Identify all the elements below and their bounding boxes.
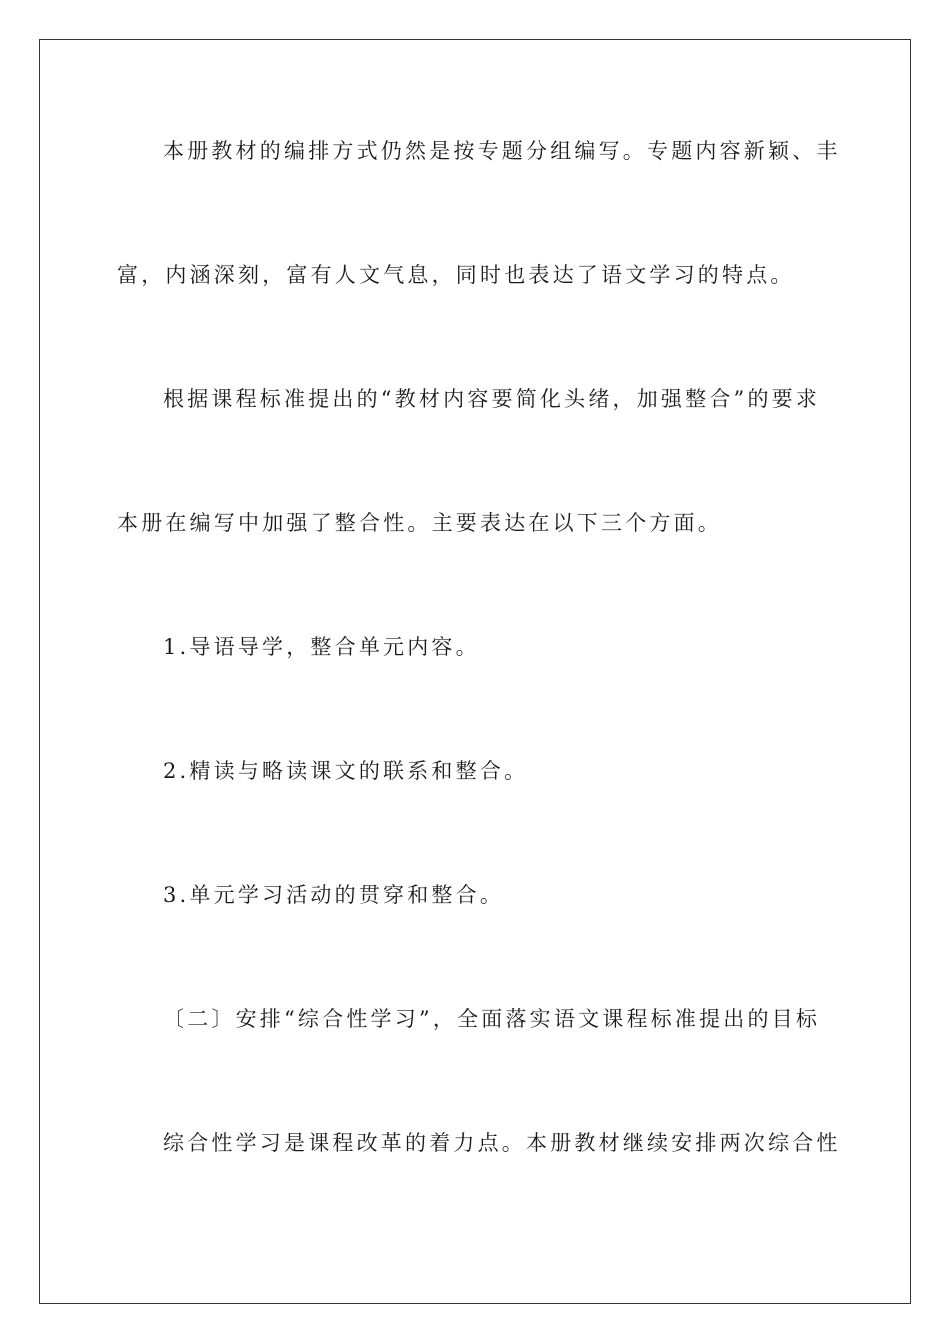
- paragraph-1-line-1: 本册教材的编排方式仍然是按专题分组编写。专题内容新颖、丰: [163, 139, 841, 163]
- page-frame: [39, 39, 911, 1304]
- list-item-1: 1.导语导学，整合单元内容。: [163, 635, 480, 659]
- paragraph-3-line-1: 综合性学习是课程改革的着力点。本册教材继续安排两次综合性: [163, 1131, 841, 1155]
- paragraph-2-line-2: 本册在编写中加强了整合性。主要表达在以下三个方面。: [117, 511, 722, 535]
- paragraph-2-line-1: 根据课程标准提出的“教材内容要简化头绪，加强整合”的要求: [163, 387, 821, 411]
- list-item-3: 3.单元学习活动的贯穿和整合。: [163, 883, 505, 907]
- list-item-2: 2.精读与略读课文的联系和整合。: [163, 759, 529, 783]
- section-heading: 〔二〕安排“综合性学习”，全面落实语文课程标准提出的目标: [163, 1007, 821, 1031]
- paragraph-1-line-2: 富，内涵深刻，富有人文气息，同时也表达了语文学习的特点。: [117, 263, 795, 287]
